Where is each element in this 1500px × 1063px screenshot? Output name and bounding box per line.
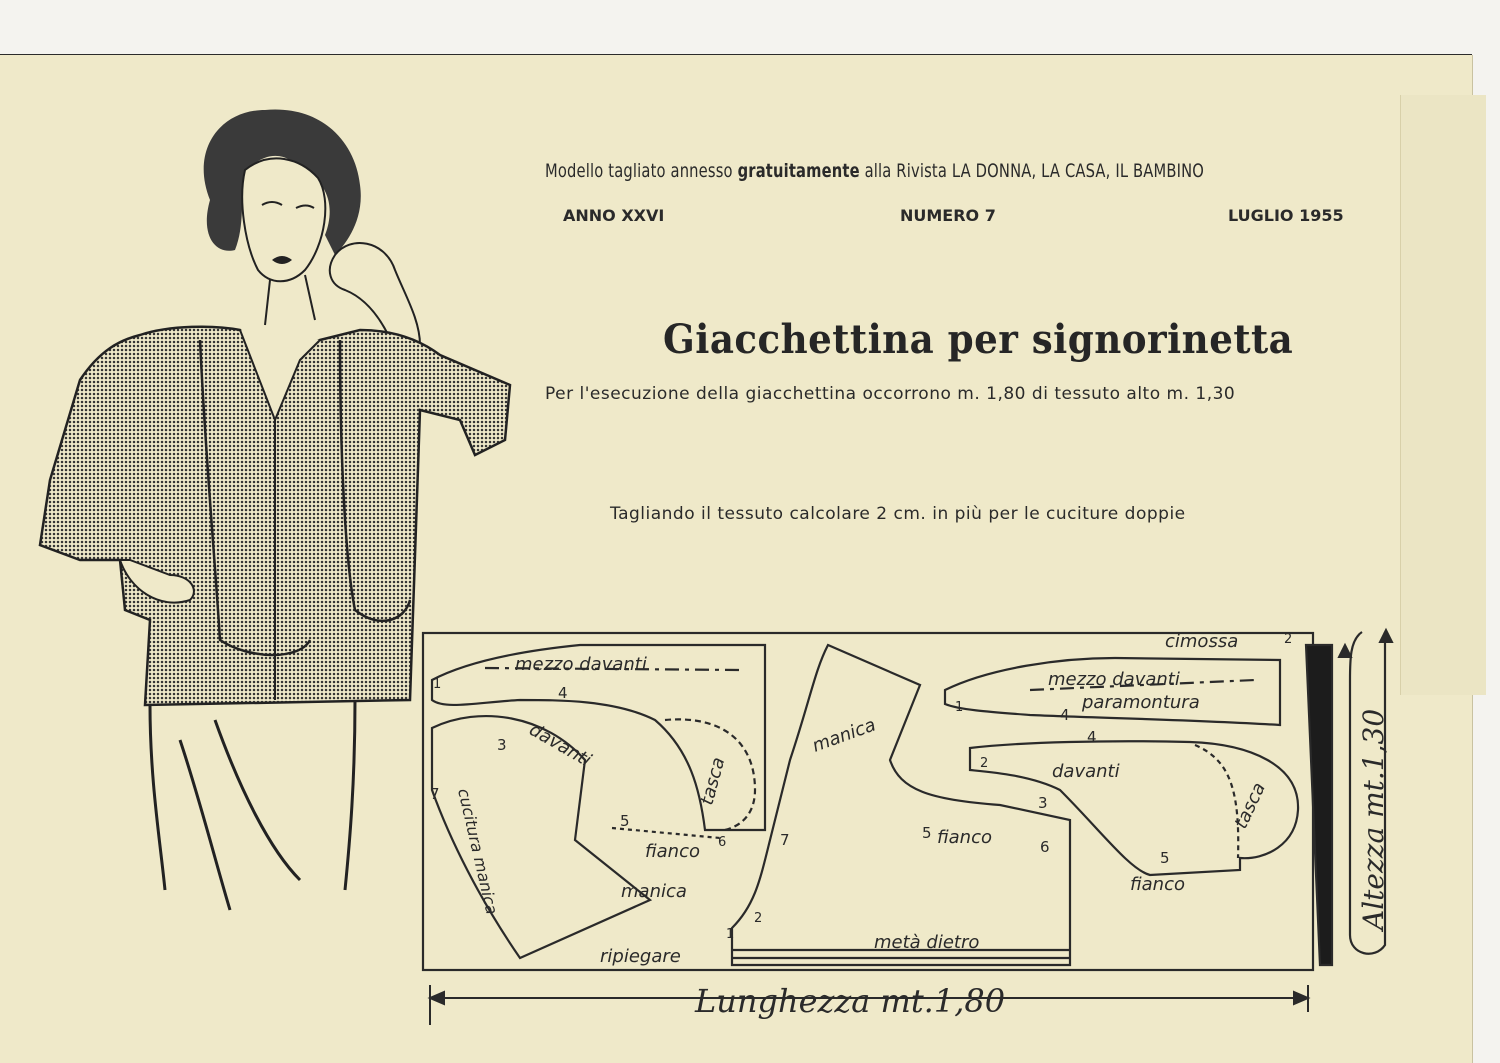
header-bold-word: gratuitamente xyxy=(737,160,860,182)
label-tasca-right: tasca xyxy=(1230,779,1270,833)
label-davanti-right: davanti xyxy=(1052,761,1120,782)
label-lunghezza: Lunghezza mt.1,80 xyxy=(695,982,1006,1020)
seam-allowance-note: Tagliando il tessuto calcolare 2 cm. in più per le cuciture doppie xyxy=(610,504,1186,524)
label-altezza: Altezza mt.1,30 xyxy=(1357,708,1390,930)
mark-5-c: 5 xyxy=(1160,849,1170,867)
mark-1-a: 1 xyxy=(433,677,442,692)
label-fianco-right: fianco xyxy=(1130,874,1185,895)
label-ripiegare: ripiegare xyxy=(600,946,681,967)
magazine-name: LA DONNA, LA CASA, IL BAMBINO xyxy=(951,160,1205,182)
mark-4-b: 4 xyxy=(1060,706,1070,724)
mark-2-b: 2 xyxy=(980,756,989,771)
mark-1-b: 1 xyxy=(726,927,735,942)
label-cimossa: cimossa xyxy=(1165,631,1239,652)
label-meta-dietro: metà dietro xyxy=(874,932,980,953)
fabric-requirement: Per l'esecuzione della giacchettina occorrono m. 1,80 di tessuto alto m. 1,30 xyxy=(545,384,1236,404)
header-prefix: Modello tagliato annesso xyxy=(545,160,733,182)
mark-3-a: 3 xyxy=(497,736,507,754)
page-title: Giacchettina per signorinetta xyxy=(663,316,1294,363)
mark-6-a: 6 xyxy=(718,835,727,850)
header-mid: alla Rivista xyxy=(864,160,948,182)
issue-date: LUGLIO 1955 xyxy=(1228,206,1344,225)
piece-davanti-left xyxy=(432,716,650,958)
mark-5-b: 5 xyxy=(922,824,932,842)
label-fianco-center: fianco xyxy=(937,827,992,848)
mark-7-a: 7 xyxy=(430,785,440,803)
piece-manica-center xyxy=(732,645,1070,965)
label-tasca-left: tasca xyxy=(696,755,730,808)
label-cucitura-manica: cucitura manica xyxy=(454,786,502,917)
label-manica-center: manica xyxy=(809,714,879,757)
label-fianco-left: fianco xyxy=(645,841,700,862)
mark-6-b: 6 xyxy=(1040,838,1050,856)
mark-4-a: 4 xyxy=(558,684,568,702)
mark-3-b: 3 xyxy=(1038,794,1048,812)
label-paramontura: paramontura xyxy=(1082,692,1200,713)
label-manica-left: manica xyxy=(621,881,687,902)
issue-number: NUMERO 7 xyxy=(900,206,996,225)
mark-2-a: 2 xyxy=(754,911,763,926)
mark-7-b: 7 xyxy=(780,831,790,849)
mark-5-a: 5 xyxy=(620,812,630,830)
mark-1-c: 1 xyxy=(955,700,964,715)
label-mezzo-davanti-right: mezzo davanti xyxy=(1048,669,1180,690)
label-davanti-left: davanti xyxy=(525,719,595,772)
issue-year: ANNO XXVI xyxy=(563,206,665,225)
label-mezzo-davanti-left: mezzo davanti xyxy=(515,654,647,675)
mark-2-c: 2 xyxy=(1284,632,1293,647)
mark-4-c: 4 xyxy=(1087,728,1097,746)
